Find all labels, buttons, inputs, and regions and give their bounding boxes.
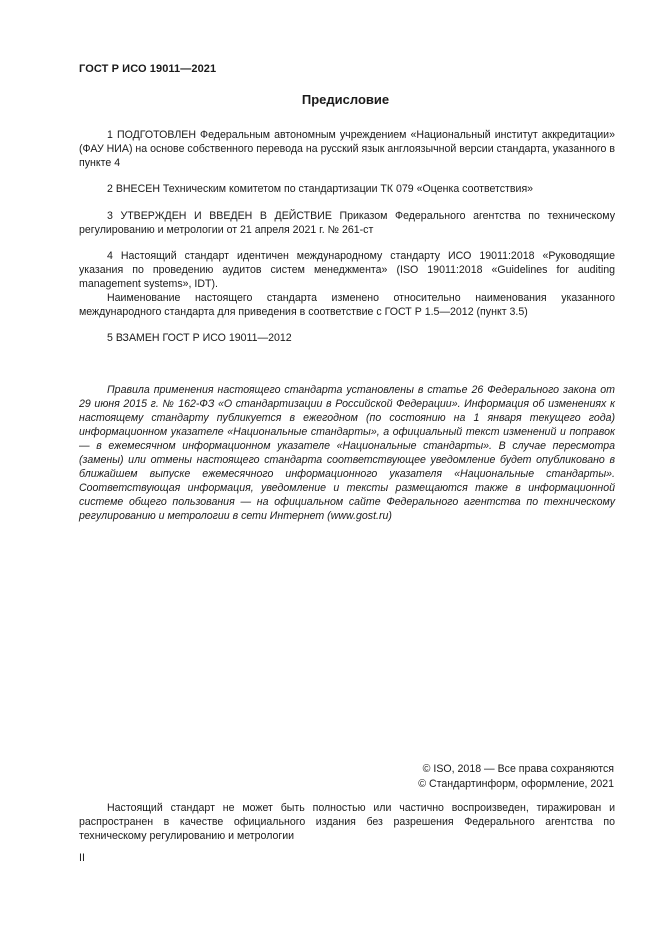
foreword-title: Предисловие (301, 92, 390, 107)
application-rules-text: Правила применения настоящего стандарта установлены в статье 26 Федерального закона от 29 июня 2015 г. № 162-ФЗ «О стандартизации в Российской Федерации». Информация об изменениях к настоящему стандарту публикуется в ежегодном (по состоянию на 1 января текущего года) информационном указателе «Национальные стандарты», а официальный текст изменений и поправок — в ежемесячном информационном указателе «Национальные стандарты». В случае пересмотра (замены) или отмены настоящего стандарта соответствующее уведомление будет опубликовано в ближайшем выпуске ежемесячного информационного указателя «Национальные стандарты». Соответствующая информация, уведомление и тексты размещаются также в информационной системе общего пользования — на официальном сайте Федерального агентства по техническому регулированию и метрологии в сети Интернет (www.gost.ru) (79, 384, 615, 522)
foreword-item-5 (79, 331, 615, 345)
copyright-iso: © ISO, 2018 — Все права сохраняются (422, 763, 614, 775)
reproduction-notice (79, 801, 615, 843)
foreword-item-3 (79, 209, 615, 237)
foreword-item-2 (79, 182, 615, 196)
foreword-item-text: 3 УТВЕРЖДЕН И ВВЕДЕН В ДЕЙСТВИЕ Приказом Федерального агентства по техническому регулированию и метрологии от 21 апреля 2021 г. № 261-ст (79, 210, 615, 236)
foreword-item-1 (79, 128, 615, 170)
foreword-item-4 (79, 249, 615, 319)
application-rules (79, 383, 615, 523)
foreword-item-text: Наименование настоящего стандарта изменено относительно наименования указанного международного стандарта для приведения в соответствие с ГОСТ Р 1.5—2012 (пункт 3.5) (79, 292, 615, 318)
foreword-item-text: 2 ВНЕСЕН Техническим комитетом по стандартизации ТК 079 «Оценка соответствия» (107, 183, 534, 195)
foreword-item-text: 1 ПОДГОТОВЛЕН Федеральным автономным учреждением «Национальный институт аккредитации» (ФАУ НИА) на основе собственного перевода на русский язык англоязычной версии стандарта, указанного в пункте 4 (79, 129, 615, 169)
reproduction-notice-text: Настоящий стандарт не может быть полностью или частично воспроизведен, тиражирован и распространен в качестве официального издания без разрешения Федерального агентства по техническому регулированию и метрологии (79, 802, 615, 842)
foreword-item-text: 4 Настоящий стандарт идентичен международному стандарту ИСО 19011:2018 «Руководящие указания по проведению аудитов систем менеджмента» (ISO 19011:2018 «Guidelines for auditing management systems», IDT). (79, 250, 615, 290)
copyright-standartinform: © Стандартинформ, оформление, 2021 (418, 778, 614, 790)
foreword-item-text: 5 ВЗАМЕН ГОСТ Р ИСО 19011—2012 (107, 332, 292, 344)
copyright-block (418, 762, 614, 792)
page-number: II (79, 852, 85, 864)
standard-code: ГОСТ Р ИСО 19011—2021 (79, 63, 217, 75)
